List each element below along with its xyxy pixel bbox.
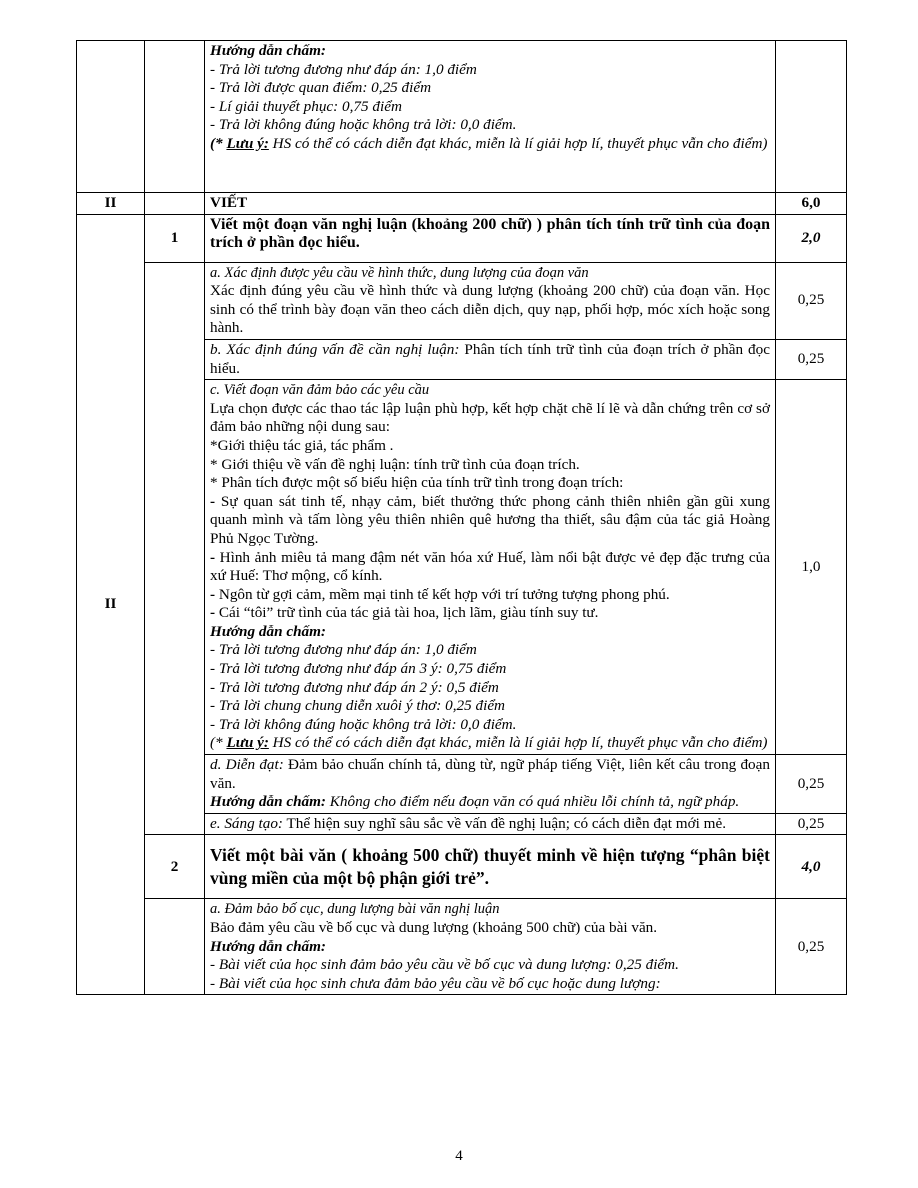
guide-line: - Lí giải thuyết phục: 0,75 điểm	[210, 97, 402, 115]
table-row	[77, 41, 847, 193]
criterion-text: Phân tích tính trữ tình của đoạn trích ở phần đọc hiểu.	[210, 340, 770, 377]
question-score: 4,0	[776, 835, 847, 899]
criterion-intro: Lựa chọn được các thao tác lập luận phù hợp, kết hợp chặt chẽ lí lẽ và dẫn chứng trên cơ sở đảm bảo những nội dung sau:	[210, 399, 770, 436]
note: (* Lưu ý: HS có thể có cách diễn đạt khác, miễn là lí giải hợp lí, thuyết phục vẫn cho điểm)	[210, 734, 768, 752]
note-label: Lưu ý:	[226, 734, 269, 752]
question-number: 2	[145, 835, 205, 899]
criterion-score: 0,25	[776, 899, 847, 995]
question-score: 2,0	[776, 214, 847, 262]
guide-line: - Trả lời chung chung diễn xuôi ý thơ: 0,25 điểm	[210, 697, 506, 715]
section-title: VIẾT	[205, 193, 776, 215]
section-score: 6,0	[776, 193, 847, 215]
guide-title: Hướng dẫn chấm:	[210, 793, 326, 811]
detail: - Cái “tôi” trữ tình của tác giả tài hoa, lịch lãm, giàu tính suy tư.	[210, 604, 599, 622]
guide-line: - Bài viết của học sinh chưa đảm bảo yêu cầu về bố cục hoặc dung lượng:	[210, 974, 661, 992]
detail: - Ngôn từ gợi cảm, mềm mại tinh tế kết hợp với trí tưởng tượng phong phú.	[210, 585, 670, 603]
detail: - Hình ảnh miêu tả mang đậm nét văn hóa xứ Huế, làm nổi bật được vẻ đẹp đặc trưng của xứ Huế: Thơ mộng, cổ kính.	[210, 548, 770, 585]
criterion-score: 1,0	[776, 380, 847, 755]
question-title: Viết một đoạn văn nghị luận (khoảng 200 chữ) ) phân tích tính trữ tình của đoạn trích ở phần đọc hiểu.	[205, 214, 776, 262]
criterion-row	[77, 899, 847, 995]
question-title: Viết một bài văn ( khoảng 500 chữ) thuyết minh về hiện tượng “phân biệt vùng miền của một bộ phận giới trẻ”.	[210, 845, 770, 888]
criterion-heading: d. Diễn đạt:	[210, 756, 284, 774]
point: *Giới thiệu tác giả, tác phẩm .	[210, 436, 394, 454]
criterion-heading: b. Xác định đúng vấn đề cần nghị luận:	[210, 340, 460, 358]
guide-line: - Trả lời không đúng hoặc không trả lời: 0,0 điểm.	[210, 715, 517, 733]
criterion-score: 0,25	[776, 339, 847, 379]
detail: - Sự quan sát tinh tế, nhạy cảm, biết thưởng thức phong cảnh thiên nhiên gần gũi xung quanh mình và tấm lòng yêu thiên nhiên quê hương tha thiết, sâu đậm của tác giả Hoàng Phủ Ngọc Tường.	[210, 492, 770, 547]
guide-line: - Trả lời tương đương như đáp án: 1,0 điểm	[210, 641, 477, 659]
guide-line: - Trả lời tương đương như đáp án 3 ý: 0,75 điểm	[210, 660, 507, 678]
point: * Giới thiệu về vấn đề nghị luận: tính trữ tình của đoạn trích.	[210, 455, 580, 473]
section-number: II	[77, 193, 145, 215]
criterion-text: Thể hiện suy nghĩ sâu sắc về vấn đề nghị luận; có cách diễn đạt mới mẻ.	[282, 814, 726, 832]
section-row	[77, 193, 847, 215]
criterion-score: 0,25	[776, 262, 847, 339]
guide-line: - Bài viết của học sinh đảm bảo yêu cầu về bố cục và dung lượng: 0,25 điểm.	[210, 956, 679, 974]
question-number: 1	[145, 214, 205, 262]
guide-text: Không cho điểm nếu đoạn văn có quá nhiều lỗi chính tả, ngữ pháp.	[325, 793, 740, 811]
criterion-score: 0,25	[776, 755, 847, 814]
question-row	[77, 214, 847, 262]
criterion-text: Xác định đúng yêu cầu về hình thức và dung lượng (khoảng 200 chữ) của đoạn văn. Học sinh có thể trình bày đoạn văn theo cách diễn dịch, quy nạp, phối hợp, móc xích hoặc song hành.	[210, 282, 770, 337]
group-label: II	[77, 214, 145, 995]
criterion-heading: a. Xác định được yêu cầu về hình thức, dung lượng của đoạn văn	[210, 264, 589, 281]
guide-line: - Trả lời tương đương như đáp án 2 ý: 0,5 điểm	[210, 678, 499, 696]
guide-title: Hướng dẫn chấm:	[210, 622, 326, 640]
criterion-score: 0,25	[776, 813, 847, 835]
guide-line: - Trả lời được quan điểm: 0,25 điểm	[210, 79, 432, 97]
guide-line: - Trả lời không đúng hoặc không trả lời: 0,0 điểm.	[210, 116, 517, 134]
guide-title: Hướng dẫn chấm:	[210, 42, 326, 59]
criterion-text: Bảo đảm yêu cầu về bố cục và dung lượng (khoảng 500 chữ) của bài văn.	[210, 919, 658, 936]
criterion-heading: c. Viết đoạn văn đảm bảo các yêu cầu	[210, 382, 430, 399]
question-row	[77, 835, 847, 899]
criterion-row	[77, 262, 847, 339]
point: * Phân tích được một số biểu hiện của tính trữ tình trong đoạn trích:	[210, 474, 624, 492]
guide-cell	[205, 41, 776, 193]
note: (* Lưu ý: HS có thể có cách diễn đạt khác, miễn là lí giải hợp lí, thuyết phục vẫn cho điểm)	[210, 134, 768, 152]
grading-table	[76, 40, 847, 995]
guide-line: - Trả lời tương đương như đáp án: 1,0 điểm	[210, 60, 477, 78]
criterion-text: Đảm bảo chuẩn chính tả, dùng từ, ngữ pháp tiếng Việt, liên kết câu trong đoạn văn.	[210, 756, 770, 792]
guide-title: Hướng dẫn chấm:	[210, 937, 326, 955]
page-number: 4	[455, 1148, 463, 1164]
criterion-heading: a. Đảm bảo bố cục, dung lượng bài văn nghị luận	[210, 901, 500, 918]
criterion-heading: e. Sáng tạo:	[210, 814, 283, 832]
note-label: Lưu ý:	[226, 134, 269, 152]
